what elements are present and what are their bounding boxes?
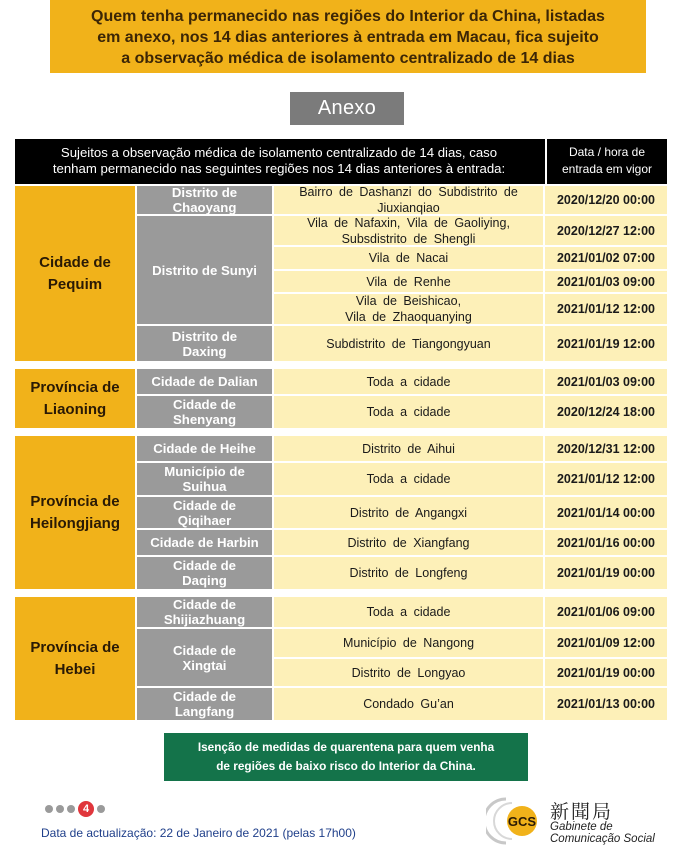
date-cell: 2021/01/16 00:00 — [545, 530, 667, 555]
date-cell: 2021/01/19 00:00 — [545, 659, 667, 686]
date-cell: 2021/01/12 12:00 — [545, 294, 667, 324]
date-cell: 2021/01/02 07:00 — [545, 247, 667, 269]
region-hebei: Província de Hebei — [15, 597, 135, 720]
gcs-logo — [486, 795, 676, 847]
regions-table — [15, 139, 667, 722]
area-cell: Município de Nangong — [274, 629, 543, 657]
date-cell: 2021/01/06 09:00 — [545, 597, 667, 627]
area-cell: Distrito de Xiangfang — [274, 530, 543, 555]
sub-dalian: Cidade de Dalian — [137, 369, 272, 394]
area-cell: Toda a cidade — [274, 597, 543, 627]
exemption-line-2: de regiões de baixo risco do Interior da China. — [216, 759, 476, 773]
page-dot[interactable] — [97, 805, 105, 813]
sub-heihe: Cidade de Heihe — [137, 436, 272, 461]
sub-sunyi: Distrito de Sunyi — [137, 216, 272, 324]
area-cell: Distrito de Angangxi — [274, 497, 543, 528]
area-cell: Condado Gu’an — [274, 688, 543, 720]
area-cell: Subdistrito de Tiangongyuan — [274, 326, 543, 361]
logo-chinese: 新聞局 — [550, 801, 614, 823]
area-cell: Toda a cidade — [274, 463, 543, 495]
region-heilongjiang: Província de Heilongjiang — [15, 436, 135, 589]
headline-line-1: Quem tenha permanecido nas regiões do Interior da China, listadas — [91, 8, 605, 25]
headline-line-3: a observação médica de isolamento centralizado de 14 dias — [121, 50, 575, 67]
page-dot[interactable] — [67, 805, 75, 813]
exemption-notice[interactable] — [164, 733, 528, 781]
headline-line-2: em anexo, nos 14 dias anteriores à entrada em Macau, fica sujeito — [97, 29, 599, 46]
sub-daxing: Distrito de Daxing — [137, 326, 272, 361]
date-cell: 2021/01/19 00:00 — [545, 557, 667, 589]
gcs-logo-mark: GCS — [507, 814, 537, 829]
region-pequim: Cidade de Pequim — [15, 186, 135, 361]
anexo-label: Anexo — [290, 92, 404, 125]
sub-langfang: Cidade de Langfang — [137, 688, 272, 720]
table-header — [15, 139, 667, 184]
gcs-logo-icon — [486, 795, 548, 847]
sub-shenyang: Cidade de Shenyang — [137, 396, 272, 428]
area-cell: Vila de Nacai — [274, 247, 543, 269]
area-cell: Toda a cidade — [274, 396, 543, 428]
sub-harbin: Cidade de Harbin — [137, 530, 272, 555]
page-dot[interactable] — [56, 805, 64, 813]
date-cell: 2020/12/31 12:00 — [545, 436, 667, 461]
page-indicator — [45, 800, 105, 818]
sub-daqing: Cidade de Daqing — [137, 557, 272, 589]
page-dot-current[interactable]: 4 — [78, 801, 94, 817]
region-liaoning: Província de Liaoning — [15, 369, 135, 428]
area-cell: Vila de Nafaxin, Vila de Gaoliying, Subsdistrito de Shengli — [274, 216, 543, 245]
update-date: Data de actualização: 22 de Janeiro de 2021 (pelas 17h00) — [41, 826, 356, 840]
area-cell: Vila de Beishicao, Vila de Zhaoquanying — [274, 294, 543, 324]
sub-suihua: Município de Suihua — [137, 463, 272, 495]
page-dot[interactable] — [45, 805, 53, 813]
date-cell: 2020/12/24 18:00 — [545, 396, 667, 428]
area-cell: Vila de Renhe — [274, 271, 543, 292]
date-cell: 2020/12/20 00:00 — [545, 186, 667, 214]
headline-banner — [50, 0, 646, 73]
sub-qiqihaer: Cidade de Qiqihaer — [137, 497, 272, 528]
date-cell: 2021/01/13 00:00 — [545, 688, 667, 720]
date-cell: 2021/01/12 12:00 — [545, 463, 667, 495]
date-cell: 2021/01/14 00:00 — [545, 497, 667, 528]
date-cell: 2021/01/03 09:00 — [545, 271, 667, 292]
sub-xingtai: Cidade de Xingtai — [137, 629, 272, 686]
header-effective-date: Data / hora de entrada em vigor — [545, 139, 667, 184]
date-cell: 2020/12/27 12:00 — [545, 216, 667, 245]
area-cell: Bairro de Dashanzi do Subdistrito de Jiuxianqiao — [274, 186, 543, 214]
area-cell: Distrito de Aihui — [274, 436, 543, 461]
header-regions: Sujeitos a observação médica de isolamento centralizado de 14 dias, caso tenham permanecido nas seguintes regiões nos 14 dias anteriores à entrada: — [52, 145, 506, 176]
exemption-line-1: Isenção de medidas de quarentena para quem venha — [197, 740, 495, 754]
date-cell: 2021/01/19 12:00 — [545, 326, 667, 361]
area-cell: Toda a cidade — [274, 369, 543, 394]
date-cell: 2021/01/09 12:00 — [545, 629, 667, 657]
sub-chaoyang: Distrito de Chaoyang — [137, 186, 272, 214]
logo-english: Gabinete de Comunicação Social — [550, 821, 655, 845]
area-cell: Distrito de Longfeng — [274, 557, 543, 589]
area-cell: Distrito de Longyao — [274, 659, 543, 686]
date-cell: 2021/01/03 09:00 — [545, 369, 667, 394]
sub-shijiazhuang: Cidade de Shijiazhuang — [137, 597, 272, 627]
